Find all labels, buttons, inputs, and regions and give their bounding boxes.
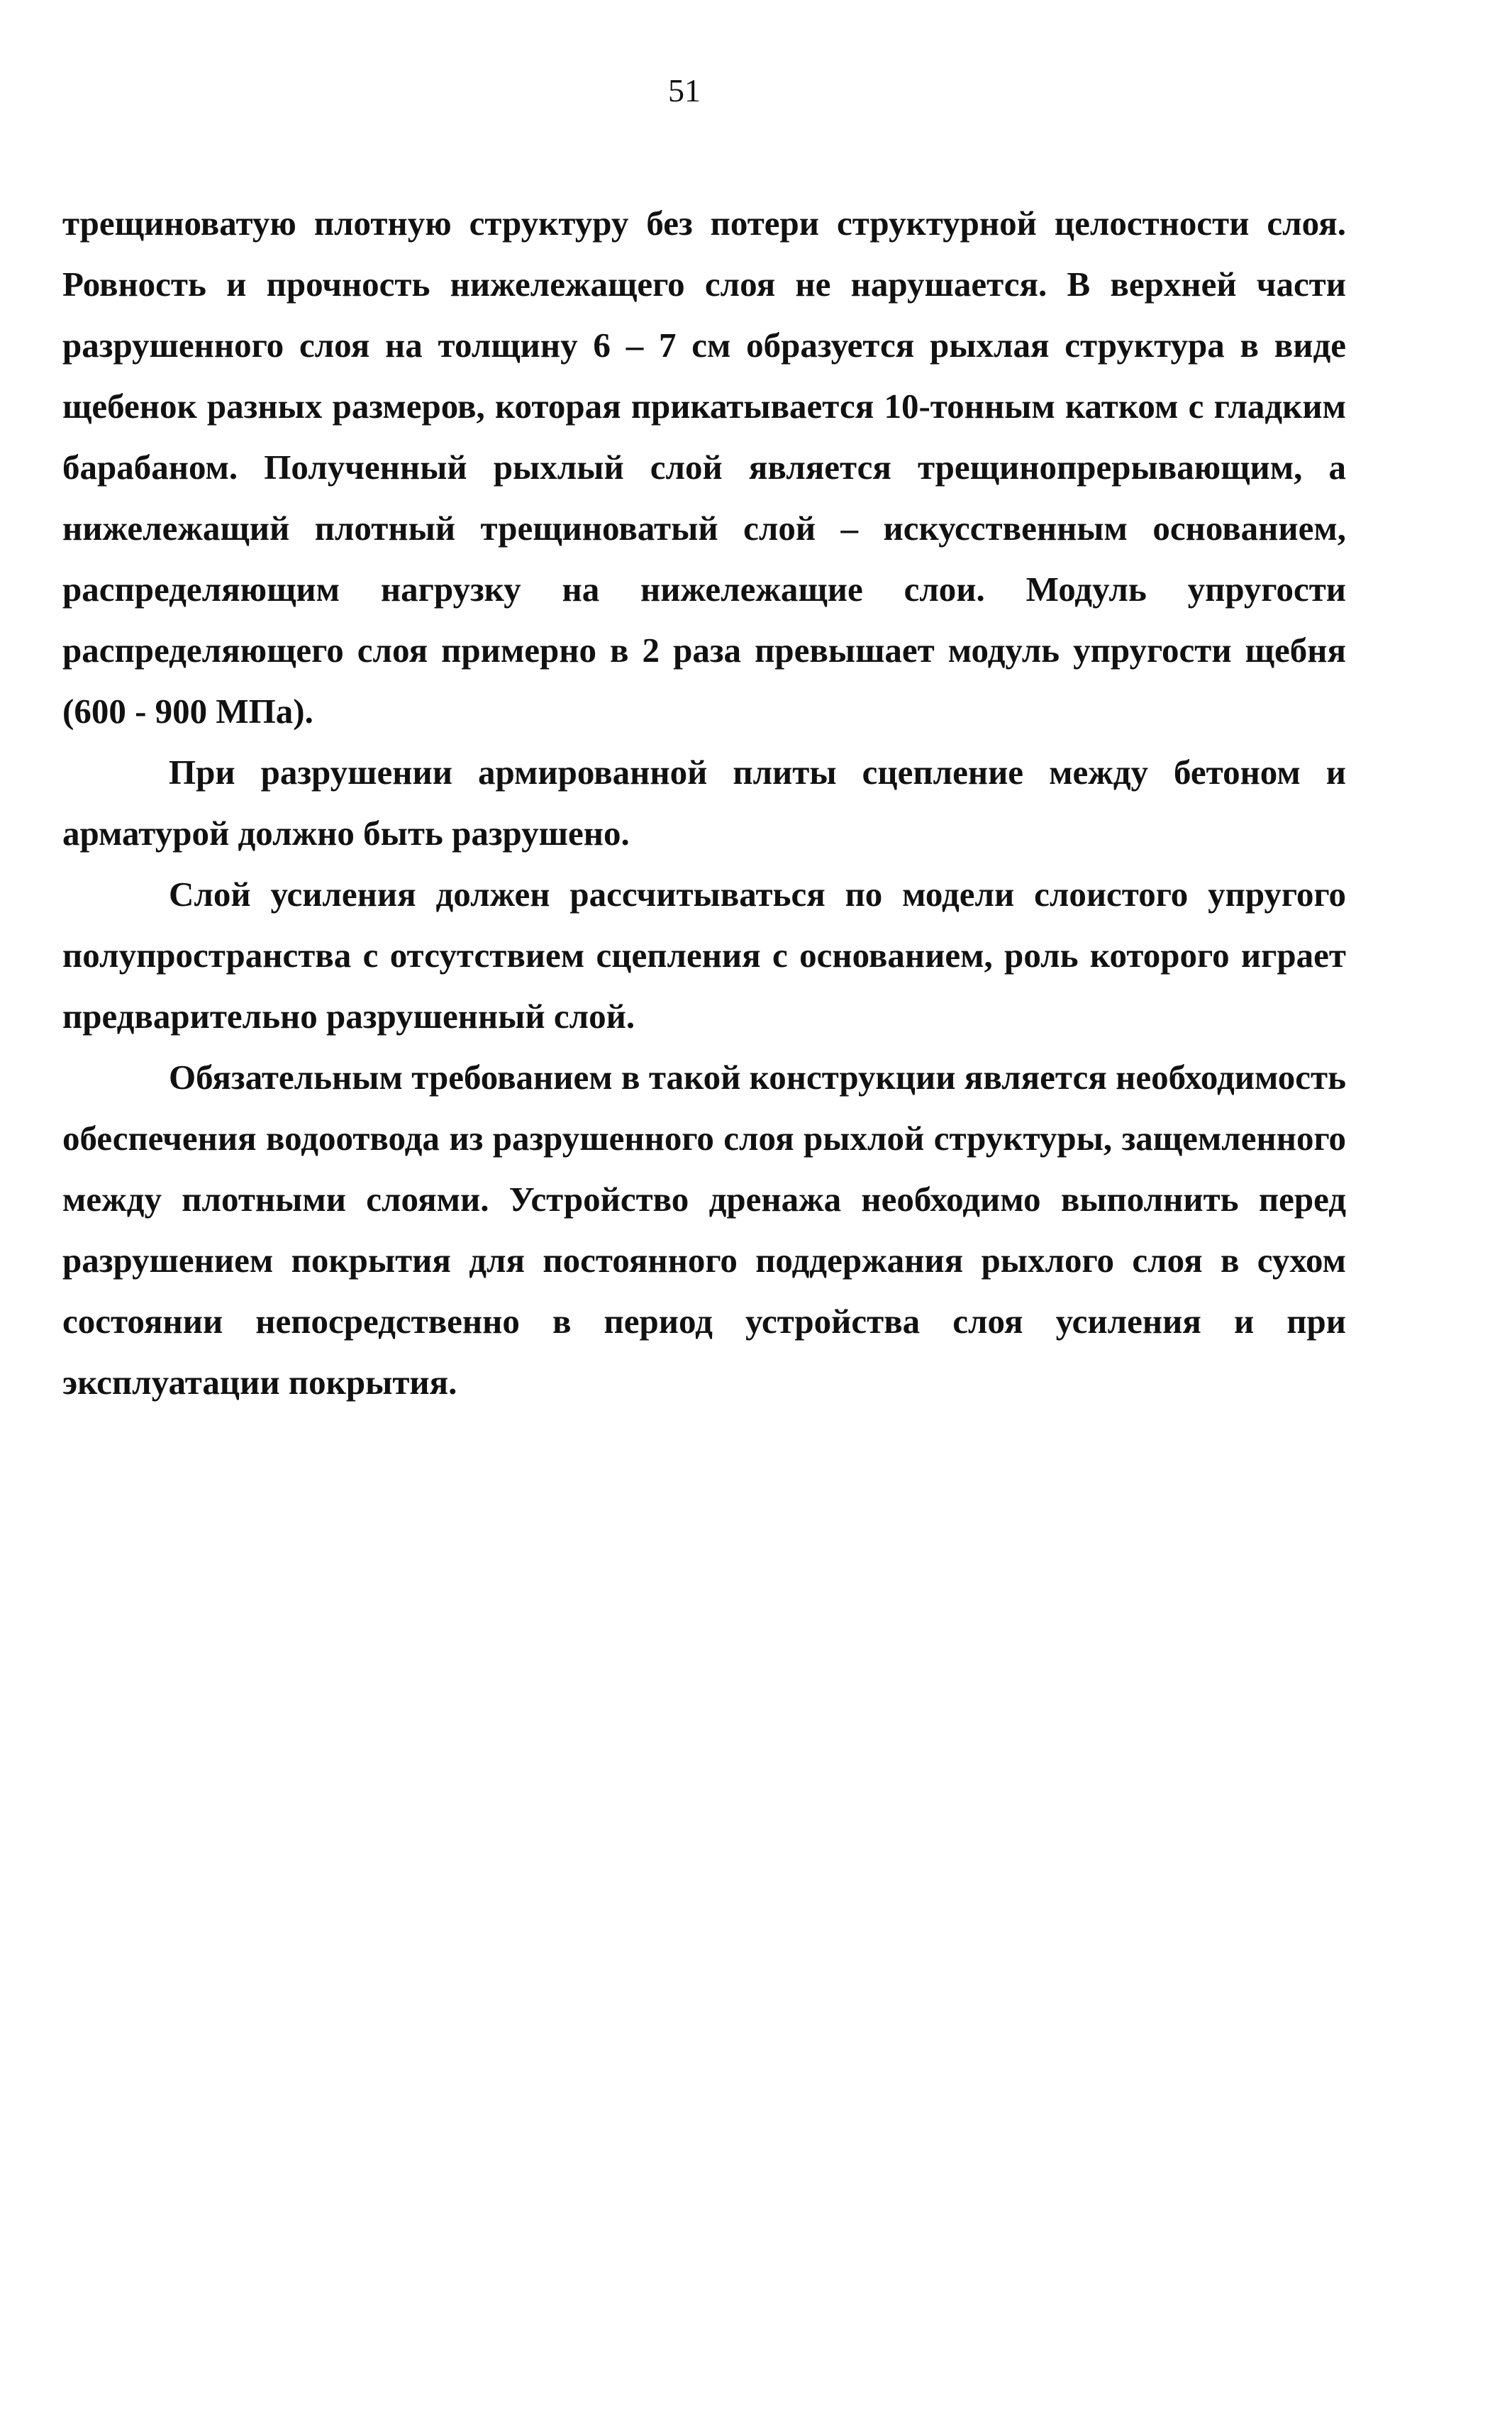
paragraph-continuation: трещиноватую плотную структуру без потери структурной целостности слоя. Ровность и прочность нижележащего слоя не нарушается. В верхней части разрушенного слоя на толщину 6 – 7 см образуется рыхлая структура в виде щебенок разных размеров, которая прикатывается 10-тонным катком с гладким барабаном. Полученный рыхлый слой является трещинопрерывающим, а нижележащий плотный трещиноватый слой – искусственным основанием, распределяющим нагрузку на нижележащие слои. Модуль упругости распределяющего слоя примерно в 2 раза превышает модуль упругости щебня (600 - 900 МПа). [62, 204, 1346, 731]
paragraph-drainage-requirement: Обязательным требованием в такой конструкции является необходимость обеспечения водоотвода из разрушенного слоя рыхлой структуры, защемленного между плотными слоями. Устройство дренажа необходимо выполнить перед разрушением покрытия для постоянного поддержания рыхлого слоя в сухом состоянии непосредственно в период устройства слоя усиления и при эксплуатации покрытия. [62, 1058, 1346, 1402]
paragraph-reinforced-slab: При разрушении армированной плиты сцепление между бетоном и арматурой должно быть разрушено. [62, 753, 1346, 853]
body-text [62, 193, 1346, 1413]
paragraph-reinforcement-layer: Слой усиления должен рассчитываться по модели слоистого упругого полупространства с отсутствием сцепления с основанием, роль которого играет предварительно разрушенный слой. [62, 875, 1346, 1036]
page-number: 51 [668, 72, 701, 109]
